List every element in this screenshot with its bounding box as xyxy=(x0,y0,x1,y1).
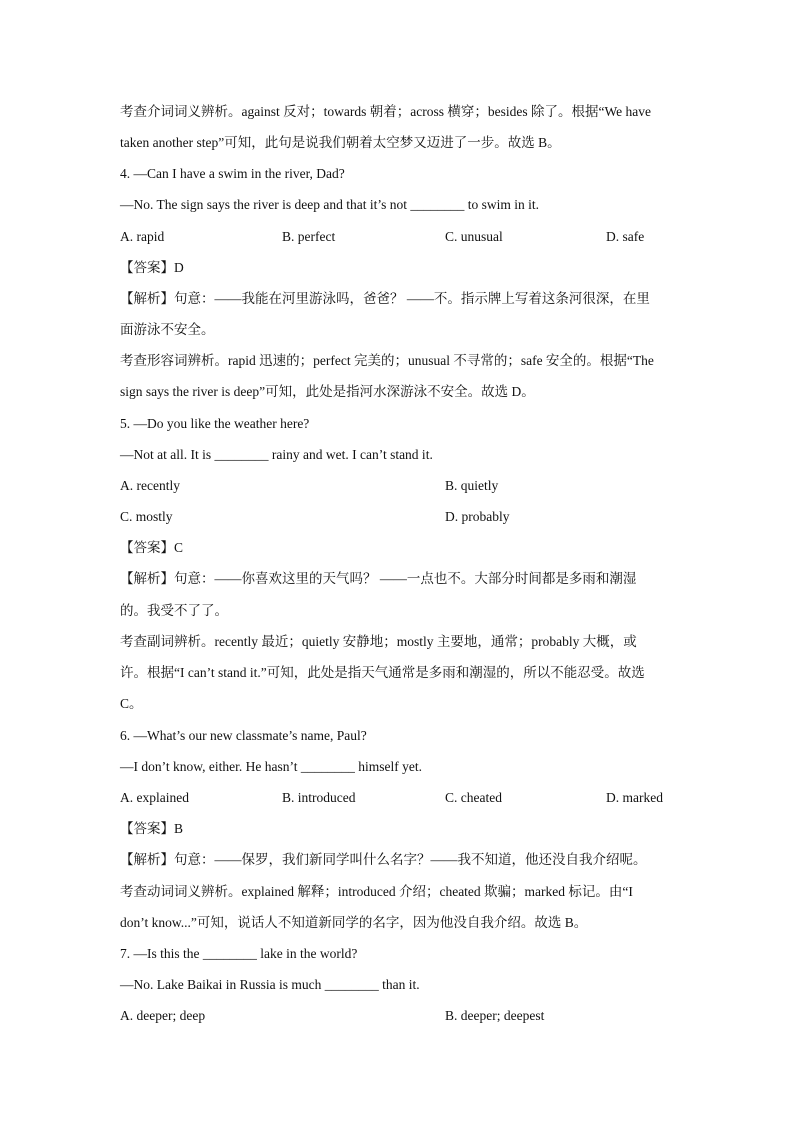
q6-explanation: don’t know...”可知，说话人不知道新同学的名字，因为他没自我介绍。故选 B。 xyxy=(120,915,588,930)
q4-option-c: C. unusual xyxy=(445,229,503,244)
q5-explanation: C。 xyxy=(120,696,143,711)
question-5-stem: 5. —Do you like the weather here? xyxy=(120,416,310,431)
q6-explanation: 【解析】句意：——保罗，我们新同学叫什么名字？——我不知道，他还没自我介绍呢。 xyxy=(120,852,647,867)
q5-answer: 【答案】C xyxy=(120,540,184,555)
question-4-stem: 4. —Can I have a swim in the river, Dad? xyxy=(120,166,345,181)
q5-explanation: 考查副词辨析。recently 最近；quietly 安静地；mostly 主要地，通常；probably 大概，或 xyxy=(120,634,637,649)
text-line: 考查介词词义辨析。against 反对；towards 朝着；across 横穿；besides 除了。根据“We have xyxy=(120,104,651,119)
question-4-reply: —No. The sign says the river is deep and that it’s not ________ to swim in it. xyxy=(120,197,539,212)
q5-explanation: 的。我受不了了。 xyxy=(120,603,228,618)
q4-option-a: A. rapid xyxy=(120,229,165,244)
q5-option-d: D. probably xyxy=(445,509,510,524)
q4-explanation: sign says the river is deep”可知，此处是指河水深游泳不安全。故选 D。 xyxy=(120,384,535,399)
q6-answer: 【答案】B xyxy=(120,821,184,836)
q5-option-c: C. mostly xyxy=(120,509,173,524)
text-line: taken another step”可知，此句是说我们朝着太空梦又迈进了一步。故选 B。 xyxy=(120,135,561,150)
q4-explanation: 【解析】句意：——我能在河里游泳吗，爸爸？ ——不。指示牌上写着这条河很深，在里 xyxy=(120,291,650,306)
question-7-stem: 7. —Is this the ________ lake in the world? xyxy=(120,946,358,961)
q5-explanation: 许。根据“I can’t stand it.”可知，此处是指天气通常是多雨和潮湿的，所以不能忍受。故选 xyxy=(120,665,645,680)
q5-option-a: A. recently xyxy=(120,478,180,493)
question-6-reply: —I don’t know, either. He hasn’t ________ himself yet. xyxy=(120,759,422,774)
q6-option-b: B. introduced xyxy=(282,790,356,805)
q5-explanation: 【解析】句意：——你喜欢这里的天气吗？ ——一点也不。大部分时间都是多雨和潮湿 xyxy=(120,571,637,586)
q4-explanation: 面游泳不安全。 xyxy=(120,322,215,337)
q6-option-d: D. marked xyxy=(606,790,663,805)
q4-option-b: B. perfect xyxy=(282,229,336,244)
q4-explanation: 考查形容词辨析。rapid 迅速的；perfect 完美的；unusual 不寻常的；safe 安全的。根据“The xyxy=(120,353,654,368)
q7-option-a: A. deeper; deep xyxy=(120,1008,206,1023)
q6-option-c: C. cheated xyxy=(445,790,502,805)
q4-answer: 【答案】D xyxy=(120,260,184,275)
question-5-reply: —Not at all. It is ________ rainy and wet. I can’t stand it. xyxy=(120,447,433,462)
q7-option-b: B. deeper; deepest xyxy=(445,1008,545,1023)
q6-explanation: 考查动词词义辨析。explained 解释；introduced 介绍；cheated 欺骗；marked 标记。由“I xyxy=(120,884,633,899)
q6-option-a: A. explained xyxy=(120,790,189,805)
q4-option-d: D. safe xyxy=(606,229,645,244)
question-7-reply: —No. Lake Baikai in Russia is much ________ than it. xyxy=(120,977,420,992)
question-6-stem: 6. —What’s our new classmate’s name, Paul? xyxy=(120,728,367,743)
q5-option-b: B. quietly xyxy=(445,478,499,493)
